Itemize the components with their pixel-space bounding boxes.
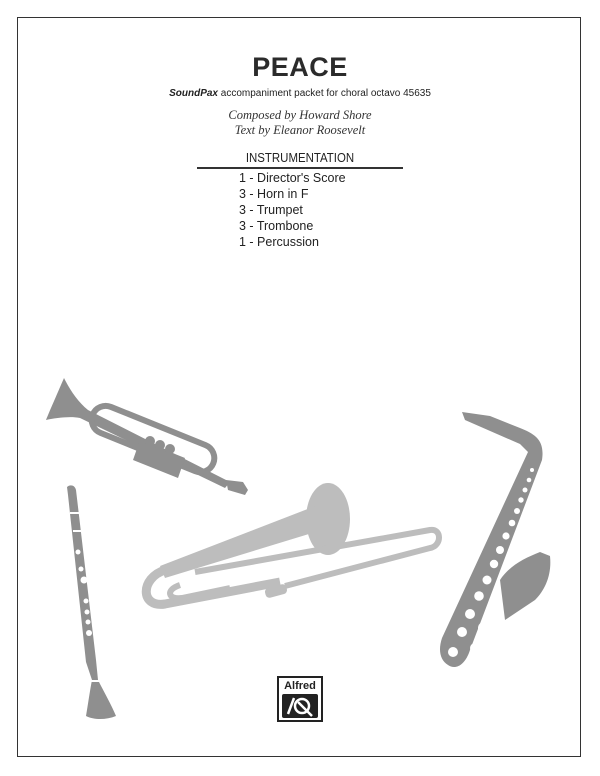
list-item: 3 - Trombone bbox=[239, 219, 314, 233]
clarinet-icon bbox=[67, 485, 116, 719]
saxophone-icon bbox=[440, 412, 550, 667]
list-item: 3 - Trumpet bbox=[239, 203, 303, 217]
brand-name: SoundPax bbox=[169, 88, 218, 99]
trombone-icon bbox=[146, 483, 439, 604]
page-title: PEACE bbox=[252, 52, 348, 82]
alfred-logo bbox=[277, 676, 323, 722]
alfred-logo-emblem bbox=[282, 694, 318, 718]
text-credit: Text by Eleanor Roosevelt bbox=[234, 123, 366, 137]
composer-credit: Composed by Howard Shore bbox=[228, 108, 372, 122]
list-item: 3 - Horn in F bbox=[239, 187, 309, 201]
instrumentation-heading: INSTRUMENTATION bbox=[245, 150, 355, 165]
subtitle-text: accompaniment packet for choral octavo 45635 bbox=[218, 88, 431, 99]
trumpet-icon bbox=[46, 378, 248, 495]
alfred-logo-icon bbox=[282, 694, 320, 718]
alfred-logo-text: Alfred bbox=[284, 680, 316, 692]
list-item: 1 - Percussion bbox=[239, 235, 319, 249]
list-item: 1 - Director's Score bbox=[239, 171, 346, 185]
